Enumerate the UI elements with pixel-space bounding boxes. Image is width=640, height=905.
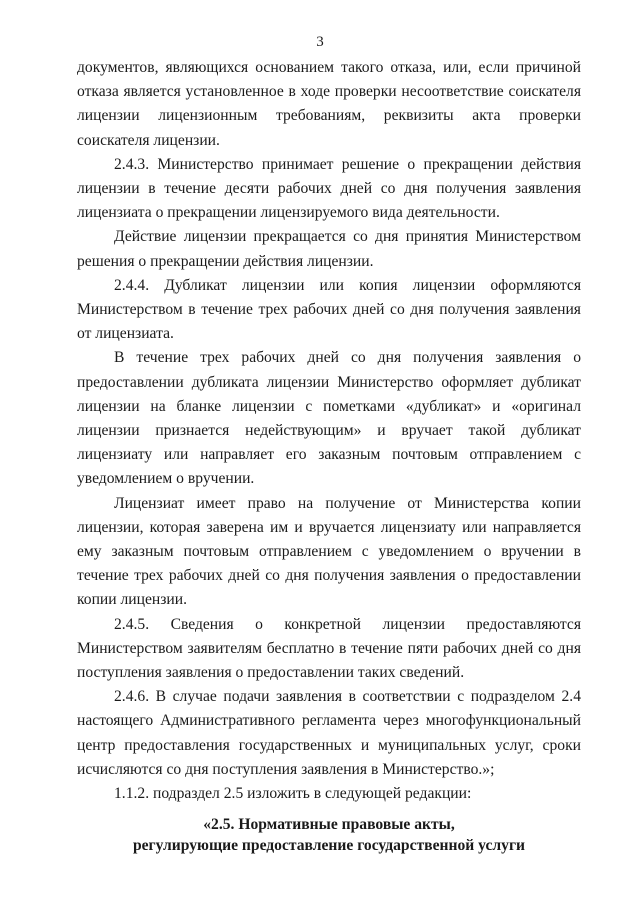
section-heading <box>77 814 581 856</box>
paragraph-duplicate: В течение трех рабочих дней со дня получения заявления о предоставлении дубликата лицензии Министерство оформляет дубликат лицензии на бланке лицензии с пометками «дубликат» и «оригинал лицензии признается недействующим» и вручает такой дубликат лицензиату или направляет его заказным почтовым отправлением с уведомлением о вручении. <box>77 349 581 488</box>
page-number: 3 <box>316 34 324 50</box>
paragraph-2-4-5: 2.4.5. Сведения о конкретной лицензии предоставляются Министерством заявителям бесплатно в течение пяти рабочих дней со дня поступления заявления о предоставлении таких сведений. <box>77 615 581 682</box>
paragraph-1-1-2: 1.1.2. подраздел 2.5 изложить в следующей редакции: <box>114 785 472 803</box>
paragraph-2-4-3: 2.4.3. Министерство принимает решение о прекращении действия лицензии в течение десяти рабочих дней со дня получения заявления лицензиата о прекращении лицензируемого вида деятельности. <box>77 155 581 222</box>
paragraph-2-4-6: 2.4.6. В случае подачи заявления в соответствии с подразделом 2.4 настоящего Административного регламента через многофункциональный центр предоставления государственных и муниципальных услуг, сроки исчисляются со дня поступления заявления в Министерство.»; <box>77 688 581 778</box>
section-heading-line-1: «2.5. Нормативные правовые акты, <box>203 816 455 834</box>
paragraph-license-termination: Действие лицензии прекращается со дня принятия Министерством решения о прекращении действия лицензии. <box>77 228 581 270</box>
document-body <box>77 56 581 856</box>
paragraph-2-4-4: 2.4.4. Дубликат лицензии или копия лицензии оформляются Министерством в течение трех рабочих дней со дня получения заявления от лицензиата. <box>77 276 581 343</box>
paragraph-continuation: документов, являющихся основанием такого отказа, или, если причиной отказа является установленное в ходе проверки несоответствие соискателя лицензии лицензионным требованиям, реквизиты акта проверки соискателя лицензии. <box>77 59 581 149</box>
section-heading-line-2: регулирующие предоставление государственной услуги <box>132 837 526 855</box>
paragraph-copy: Лицензиат имеет право на получение от Министерства копии лицензии, которая заверена им и вручается лицензиату или направляется ему заказным почтовым отправлением с уведомлением о вручении в течение трех рабочих дней со дня получения заявления о предоставлении копии лицензии. <box>77 494 581 609</box>
